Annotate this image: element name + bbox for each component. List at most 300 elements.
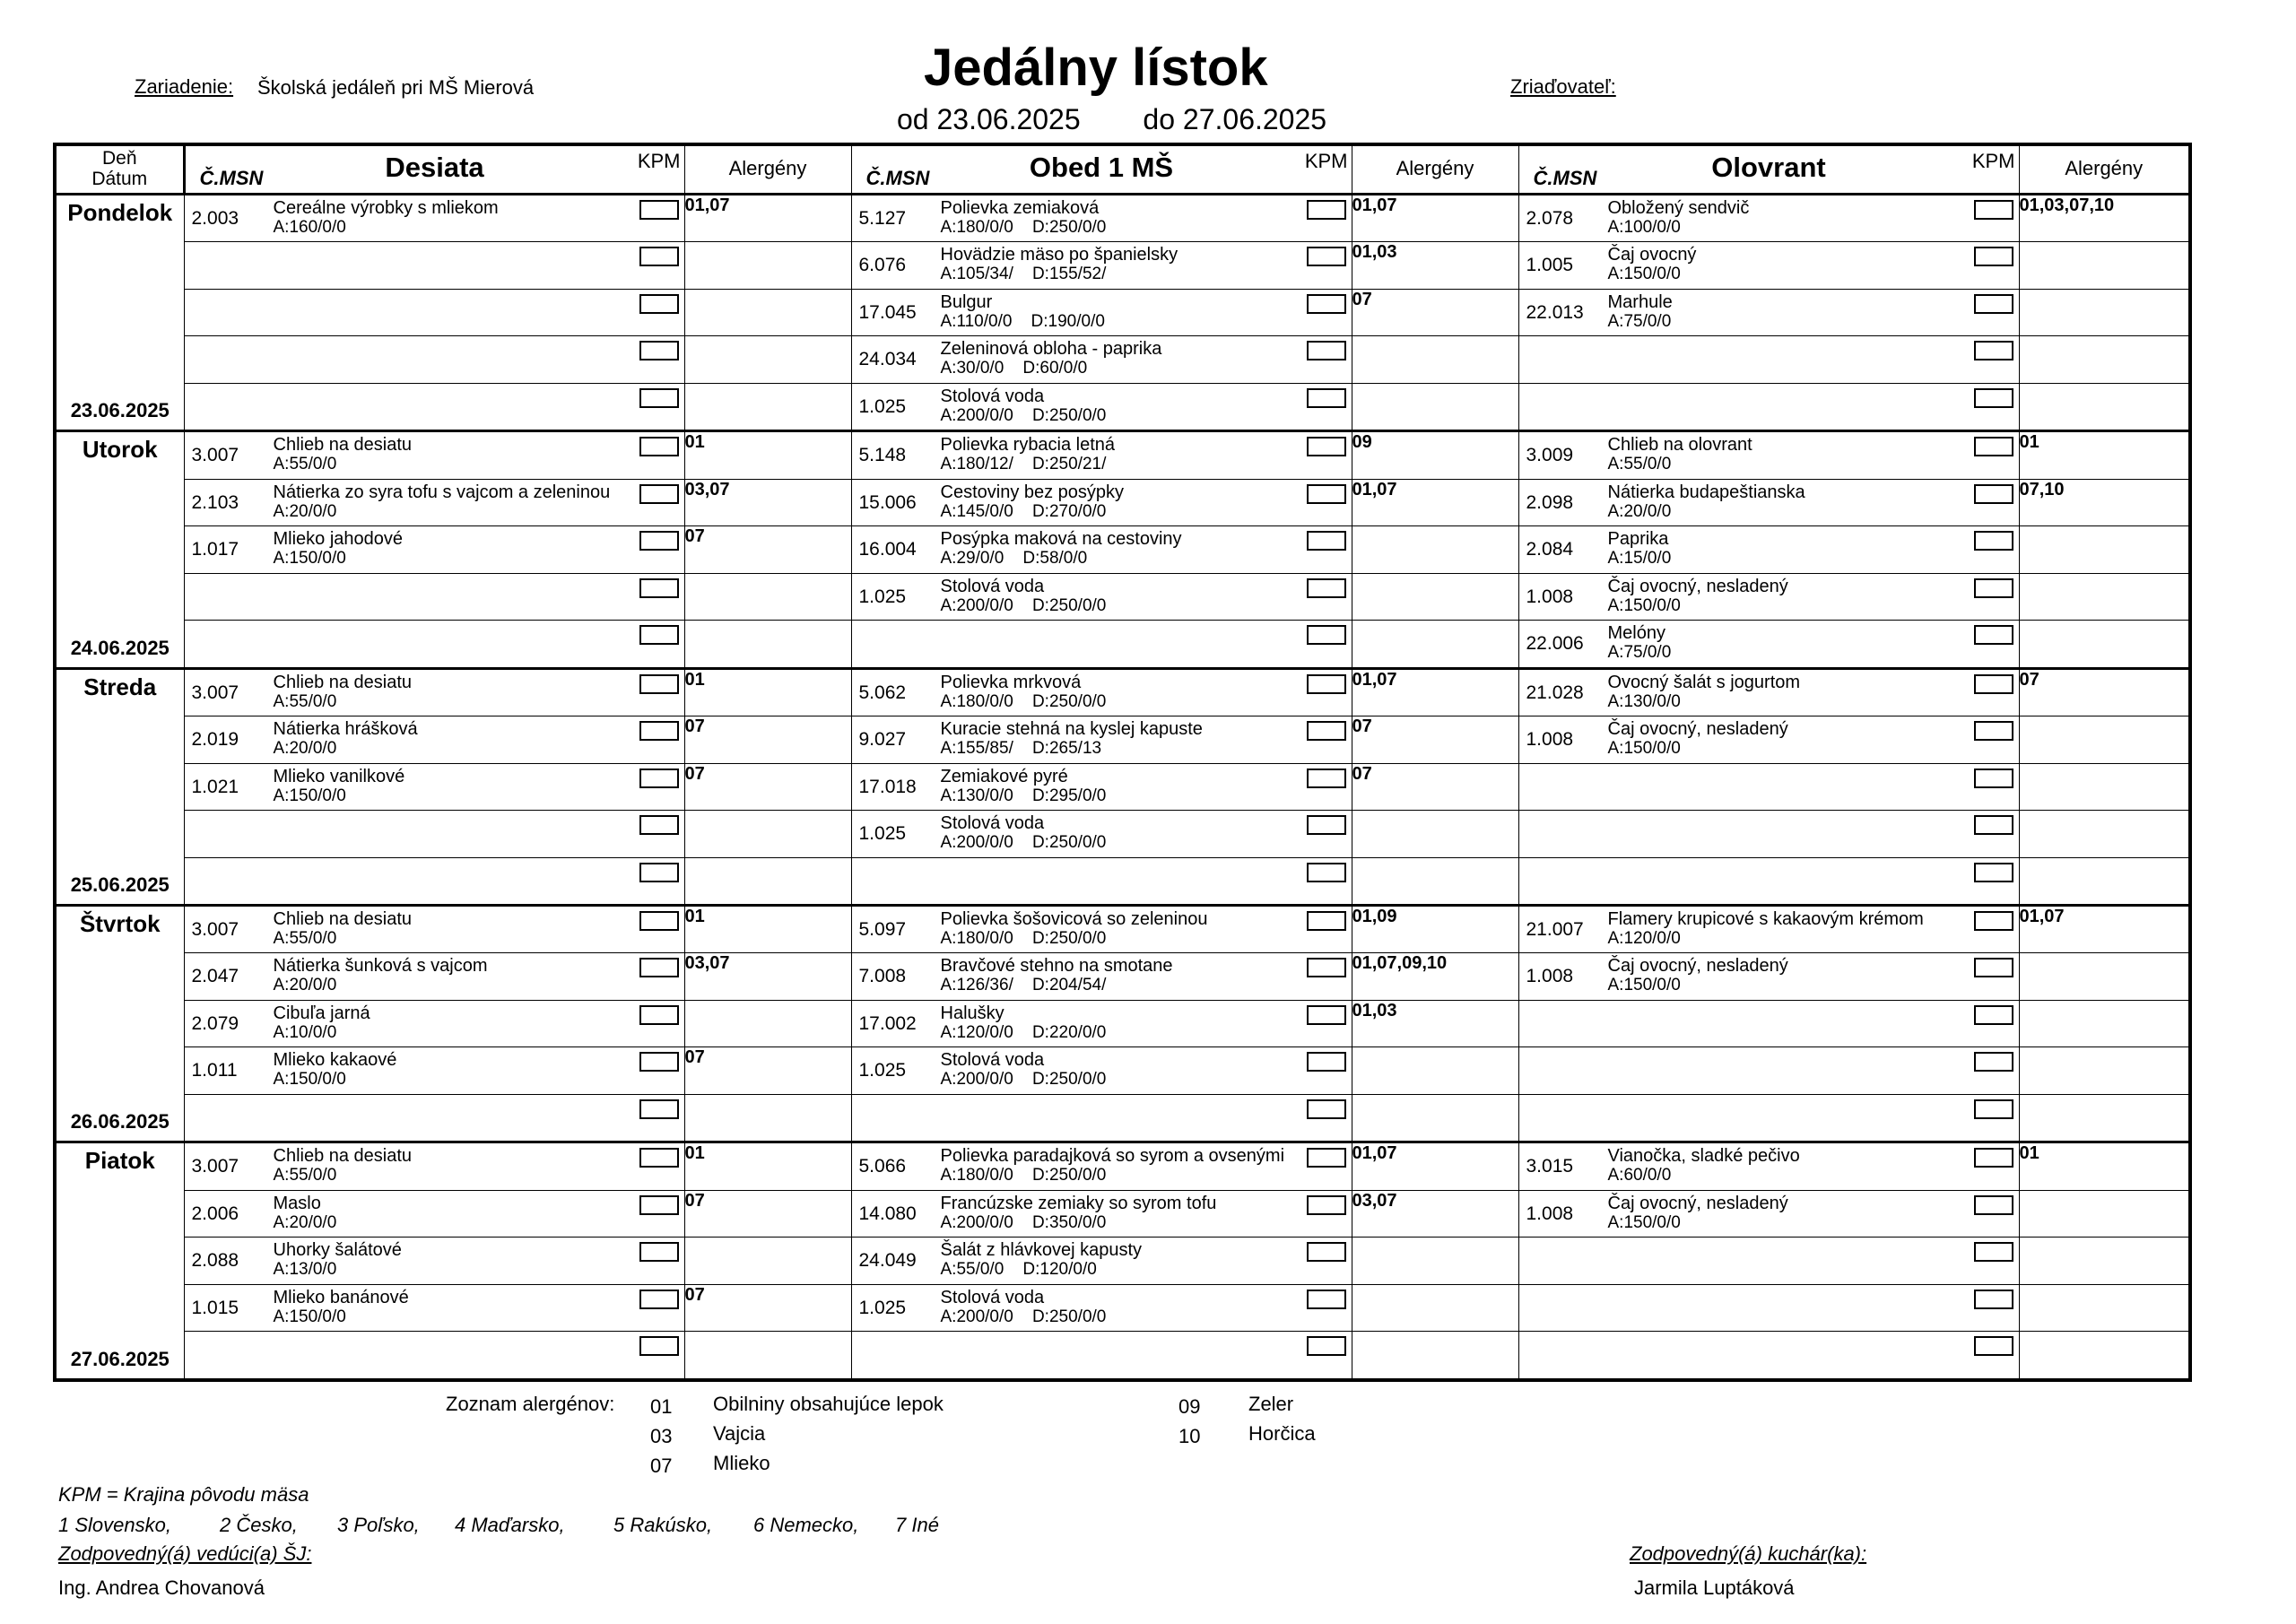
dish-quantity: A:55/0/0 <box>273 455 337 474</box>
kpm-checkbox[interactable] <box>1307 1052 1346 1072</box>
menu-item-cell <box>184 716 684 763</box>
day-name: Štvrtok <box>79 909 161 937</box>
dish-name: Polievka paradajková so syrom a ovsenými <box>940 1146 1285 1167</box>
allergen-codes <box>2019 289 2190 335</box>
dish-quantity: A:180/0/0 D:250/0/0 <box>940 691 1107 711</box>
menu-item-cell <box>184 1190 684 1237</box>
kpm-checkbox[interactable] <box>1307 1242 1346 1262</box>
dish-quantity: A:200/0/0 D:250/0/0 <box>940 595 1107 615</box>
kpm-checkbox[interactable] <box>1974 437 2013 456</box>
kpm-checkbox[interactable] <box>639 625 679 645</box>
menu-row <box>55 1142 2190 1190</box>
menu-item-cell <box>184 479 684 525</box>
menu-item-cell <box>851 1094 1352 1142</box>
menu-row <box>55 336 2190 383</box>
menu-row <box>55 1332 2190 1380</box>
menu-item-cell <box>851 573 1352 620</box>
allergen-codes: 01,07 <box>2019 905 2190 952</box>
kpm-checkbox[interactable] <box>1974 1052 2013 1072</box>
dish-name: Cereálne výrobky s mliekom <box>273 198 499 218</box>
kpm-checkbox[interactable] <box>1974 1290 2013 1309</box>
menu-item-cell <box>184 1000 684 1046</box>
dish-quantity: A:150/0/0 <box>1607 265 1681 284</box>
country-4: 4 Maďarsko, <box>455 1514 565 1536</box>
allergen-codes: 07 <box>684 1047 851 1094</box>
menu-item-cell <box>184 953 684 1000</box>
allergen-codes <box>684 242 851 289</box>
kpm-checkbox[interactable] <box>639 200 679 220</box>
kpm-checkbox[interactable] <box>1974 1099 2013 1119</box>
msn-code: 5.097 <box>858 918 907 940</box>
dish-quantity: A:155/85/ D:265/13 <box>940 739 1102 759</box>
kpm-checkbox[interactable] <box>1307 721 1346 741</box>
kpm-checkbox[interactable] <box>1974 531 2013 551</box>
menu-item-cell <box>184 1332 684 1380</box>
allergen-codes: 07 <box>684 763 851 810</box>
menu-item-cell <box>851 621 1352 668</box>
kpm-checkbox[interactable] <box>1974 388 2013 408</box>
menu-item-cell <box>1518 1094 2019 1142</box>
allergen-codes: 09 <box>1352 431 1518 479</box>
msn-code: 6.076 <box>858 255 907 276</box>
menu-item-cell <box>184 195 684 242</box>
menu-row <box>55 479 2190 525</box>
kpm-checkbox[interactable] <box>639 1099 679 1119</box>
kpm-checkbox[interactable] <box>639 1052 679 1072</box>
msn-code: 2.003 <box>191 208 239 229</box>
allergen-codes: 01 <box>2019 431 2190 479</box>
dish-quantity: A:180/0/0 D:250/0/0 <box>940 928 1107 948</box>
day-date: 26.06.2025 <box>70 1110 170 1133</box>
msn-code: 3.007 <box>191 1156 239 1177</box>
msn-code: 2.084 <box>1526 539 1574 560</box>
meal-header-desiata <box>184 144 684 195</box>
dish-quantity: A:126/36/ D:204/54/ <box>940 976 1107 995</box>
allergen-codes: 01 <box>684 431 851 479</box>
kpm-checkbox[interactable] <box>1307 341 1346 360</box>
meal-header-obed <box>851 144 1352 195</box>
msn-code: 2.019 <box>191 729 239 751</box>
page-title: Jedálny lístok <box>924 39 1268 97</box>
menu-item-cell <box>851 905 1352 952</box>
dish-quantity: A:20/0/0 <box>1607 501 1672 521</box>
msn-code: 2.047 <box>191 966 239 987</box>
allergen-codes: 01 <box>684 668 851 716</box>
dish-name: Čaj ovocný <box>1607 245 1697 265</box>
kpm-checkbox[interactable] <box>1307 578 1346 598</box>
kpm-checkbox[interactable] <box>639 815 679 835</box>
allergen-codes: 03,07 <box>684 953 851 1000</box>
menu-item-cell <box>1518 716 2019 763</box>
allergen-codes <box>684 336 851 383</box>
msn-code: 1.011 <box>191 1060 238 1081</box>
kpm-checkbox[interactable] <box>639 1005 679 1025</box>
kpm-checkbox[interactable] <box>639 1336 679 1356</box>
menu-item-cell <box>1518 336 2019 383</box>
menu-item-cell <box>1518 1047 2019 1094</box>
msn-code: 1.008 <box>1526 729 1574 751</box>
kpm-checkbox[interactable] <box>1974 247 2013 266</box>
dish-quantity: A:20/0/0 <box>273 501 337 521</box>
menu-item-cell <box>851 195 1352 242</box>
dish-quantity: A:150/0/0 <box>1607 595 1681 615</box>
kpm-checkbox[interactable] <box>1307 625 1346 645</box>
allergen-codes <box>2019 857 2190 905</box>
msn-code: 3.015 <box>1526 1156 1574 1177</box>
day-cell <box>55 195 184 431</box>
kpm-checkbox[interactable] <box>1307 437 1346 456</box>
menu-row <box>55 716 2190 763</box>
allergen-name: Horčica <box>1248 1422 1316 1445</box>
allergen-name: Vajcia <box>713 1422 766 1445</box>
allergen-code: 01 <box>650 1395 673 1418</box>
menu-row <box>55 1190 2190 1237</box>
menu-item-cell <box>1518 479 2019 525</box>
kpm-checkbox[interactable] <box>1307 1099 1346 1119</box>
allergens-header: Alergény <box>1352 144 1518 195</box>
dish-name: Polievka rybacia letná <box>940 435 1116 456</box>
msn-code: 1.025 <box>858 395 907 417</box>
dish-quantity: A:30/0/0 D:60/0/0 <box>940 359 1088 378</box>
msn-code: 24.049 <box>858 1250 917 1272</box>
dish-quantity: A:20/0/0 <box>273 976 337 995</box>
dish-quantity: A:10/0/0 <box>273 1022 337 1042</box>
allergen-list-label: Zoznam alergénov: <box>446 1393 615 1415</box>
meal-name: Olovrant <box>1711 152 1826 183</box>
dish-quantity: A:29/0/0 D:58/0/0 <box>940 549 1088 569</box>
meal-name: Desiata <box>385 152 484 183</box>
dish-quantity: A:150/0/0 <box>1607 976 1681 995</box>
menu-item-cell <box>851 716 1352 763</box>
allergen-codes <box>1352 336 1518 383</box>
kpm-checkbox[interactable] <box>1307 484 1346 504</box>
dish-name: Chlieb na olovrant <box>1607 435 1752 456</box>
menu-item-cell <box>184 431 684 479</box>
menu-row <box>55 1000 2190 1046</box>
allergen-codes <box>2019 1047 2190 1094</box>
menu-row <box>55 668 2190 716</box>
meal-header-olovrant <box>1518 144 2019 195</box>
dish-quantity: A:130/0/0 D:295/0/0 <box>940 786 1107 805</box>
dish-name: Maslo <box>273 1193 321 1213</box>
menu-row <box>55 857 2190 905</box>
allergen-codes <box>2019 953 2190 1000</box>
menu-item-cell <box>184 1094 684 1142</box>
kpm-checkbox[interactable] <box>1307 531 1346 551</box>
dish-quantity: A:75/0/0 <box>1607 643 1672 663</box>
kpm-checkbox[interactable] <box>1974 958 2013 977</box>
day-header-label: Deň <box>101 148 137 169</box>
dish-name: Posýpka maková na cestoviny <box>940 529 1182 550</box>
dish-name: Bulgur <box>940 291 993 312</box>
menu-item-cell <box>184 242 684 289</box>
allergen-codes: 07 <box>1352 716 1518 763</box>
allergen-codes: 07 <box>2019 668 2190 716</box>
day-name: Utorok <box>82 436 158 464</box>
allergen-codes: 01 <box>684 1142 851 1190</box>
kpm-header: KPM <box>1304 150 1348 172</box>
kpm-checkbox[interactable] <box>1307 1148 1346 1168</box>
menu-row <box>55 905 2190 952</box>
menu-item-cell <box>851 763 1352 810</box>
menu-item-cell <box>1518 905 2019 952</box>
kpm-checkbox[interactable] <box>1974 721 2013 741</box>
allergen-codes <box>684 857 851 905</box>
dish-name: Vianočka, sladké pečivo <box>1607 1146 1800 1167</box>
kpm-checkbox[interactable] <box>1974 484 2013 504</box>
kpm-checkbox[interactable] <box>1307 1195 1346 1215</box>
kpm-checkbox[interactable] <box>639 578 679 598</box>
dish-name: Uhorky šalátové <box>273 1240 402 1261</box>
kpm-checkbox[interactable] <box>1974 1336 2013 1356</box>
kpm-checkbox[interactable] <box>1307 863 1346 882</box>
day-date-header <box>55 144 184 195</box>
dish-quantity: A:75/0/0 <box>1607 311 1672 331</box>
kpm-checkbox[interactable] <box>1307 815 1346 835</box>
kpm-checkbox[interactable] <box>1974 769 2013 788</box>
menu-row <box>55 621 2190 668</box>
menu-item-cell <box>851 811 1352 857</box>
allergen-codes <box>1352 1094 1518 1142</box>
allergen-codes <box>684 383 851 430</box>
date-header-label: Dátum <box>91 169 148 189</box>
facility-value: Školská jedáleň pri MŠ Mierová <box>257 76 535 99</box>
msn-code: 1.017 <box>191 539 239 560</box>
menu-item-cell <box>184 573 684 620</box>
allergen-codes <box>2019 1094 2190 1142</box>
msn-code: 3.007 <box>191 445 239 466</box>
allergen-code: 09 <box>1178 1395 1201 1418</box>
dish-name: Šalát z hlávkovej kapusty <box>940 1240 1143 1261</box>
dish-name: Nátierka hrášková <box>273 719 418 740</box>
menu-item-cell <box>184 383 684 430</box>
allergen-codes: 01,03 <box>1352 242 1518 289</box>
kpm-checkbox[interactable] <box>1974 294 2013 314</box>
dish-name: Mlieko jahodové <box>273 529 404 550</box>
menu-item-cell <box>1518 289 2019 335</box>
kpm-checkbox[interactable] <box>1974 578 2013 598</box>
msn-code: 1.005 <box>1526 255 1574 276</box>
kpm-checkbox[interactable] <box>1974 625 2013 645</box>
cook-name: Jarmila Luptáková <box>1634 1576 1795 1599</box>
kpm-checkbox[interactable] <box>1974 674 2013 694</box>
dish-name: Mlieko banánové <box>273 1287 409 1307</box>
kpm-checkbox[interactable] <box>1307 247 1346 266</box>
kpm-checkbox[interactable] <box>1974 1005 2013 1025</box>
allergen-codes: 01,03,07,10 <box>2019 195 2190 242</box>
menu-item-cell <box>851 668 1352 716</box>
dish-name: Chlieb na desiatu <box>273 435 413 456</box>
allergen-codes: 07 <box>684 1284 851 1331</box>
menu-row <box>55 1047 2190 1094</box>
kpm-checkbox[interactable] <box>639 1148 679 1168</box>
allergen-codes <box>2019 621 2190 668</box>
kpm-checkbox[interactable] <box>639 1290 679 1309</box>
menu-item-cell <box>184 763 684 810</box>
kpm-checkbox[interactable] <box>1307 1336 1346 1356</box>
dish-name: Flamery krupicové s kakaovým krémom <box>1607 908 1924 929</box>
allergen-codes: 07 <box>684 526 851 573</box>
allergen-codes: 01,07 <box>1352 668 1518 716</box>
kpm-checkbox[interactable] <box>1307 911 1346 931</box>
dish-name: Polievka zemiaková <box>940 198 1100 218</box>
kpm-checkbox[interactable] <box>639 531 679 551</box>
dish-name: Hovädzie mäso po španielsky <box>940 245 1178 265</box>
day-date: 25.06.2025 <box>70 873 170 896</box>
menu-row <box>55 289 2190 335</box>
msn-code: 1.025 <box>858 1060 907 1081</box>
msn-header: Č.MSN <box>865 167 930 189</box>
kpm-checkbox[interactable] <box>1307 294 1346 314</box>
kpm-checkbox[interactable] <box>1307 200 1346 220</box>
country-3: 3 Poľsko, <box>337 1514 420 1536</box>
menu-item-cell <box>1518 763 2019 810</box>
menu-item-cell <box>851 1284 1352 1331</box>
kpm-checkbox[interactable] <box>639 437 679 456</box>
msn-code: 14.080 <box>858 1203 917 1224</box>
allergen-codes: 03,07 <box>1352 1190 1518 1237</box>
country-2: 2 Česko, <box>220 1514 298 1536</box>
kpm-checkbox[interactable] <box>639 294 679 314</box>
day-cell <box>55 1142 184 1380</box>
kpm-note: KPM = Krajina pôvodu mäsa <box>58 1483 309 1506</box>
menu-item-cell <box>1518 431 2019 479</box>
allergen-codes <box>2019 1190 2190 1237</box>
kpm-checkbox[interactable] <box>639 958 679 977</box>
kpm-checkbox[interactable] <box>639 863 679 882</box>
kpm-checkbox[interactable] <box>1307 388 1346 408</box>
dish-quantity: A:120/0/0 <box>1607 928 1681 948</box>
msn-code: 22.006 <box>1526 633 1584 655</box>
dish-name: Stolová voda <box>940 1050 1045 1071</box>
allergen-codes: 01,03 <box>1352 1000 1518 1046</box>
kpm-checkbox[interactable] <box>1974 341 2013 360</box>
dish-quantity: A:15/0/0 <box>1607 549 1672 569</box>
allergens-header: Alergény <box>2019 144 2190 195</box>
dish-name: Marhule <box>1607 291 1673 312</box>
menu-row <box>55 431 2190 479</box>
kpm-checkbox[interactable] <box>1974 1148 2013 1168</box>
dish-name: Kuracie stehná na kyslej kapuste <box>940 719 1203 740</box>
menu-item-cell <box>184 905 684 952</box>
msn-code: 17.002 <box>858 1012 917 1034</box>
dish-quantity: A:20/0/0 <box>273 1212 337 1232</box>
kpm-checkbox[interactable] <box>639 388 679 408</box>
dish-quantity: A:110/0/0 D:190/0/0 <box>940 311 1105 331</box>
msn-code: 1.008 <box>1526 1203 1574 1224</box>
dish-name: Mlieko kakaové <box>273 1050 397 1071</box>
msn-code: 1.025 <box>858 823 907 845</box>
dish-name: Melóny <box>1607 623 1665 644</box>
dish-quantity: A:100/0/0 <box>1607 218 1681 237</box>
kpm-checkbox[interactable] <box>1974 200 2013 220</box>
menu-item-cell <box>1518 526 2019 573</box>
kpm-checkbox[interactable] <box>1974 1195 2013 1215</box>
allergen-codes <box>2019 716 2190 763</box>
allergen-codes <box>2019 811 2190 857</box>
kpm-checkbox[interactable] <box>639 721 679 741</box>
allergen-codes <box>1352 573 1518 620</box>
kpm-checkbox[interactable] <box>639 769 679 788</box>
kpm-checkbox[interactable] <box>1307 958 1346 977</box>
kpm-checkbox[interactable] <box>639 1242 679 1262</box>
country-5: 5 Rakúsko, <box>613 1514 713 1536</box>
menu-row <box>55 1238 2190 1284</box>
menu-row <box>55 383 2190 430</box>
menu-item-cell <box>851 242 1352 289</box>
allergen-codes <box>1352 1047 1518 1094</box>
allergen-name: Mlieko <box>713 1452 770 1474</box>
allergen-codes <box>684 289 851 335</box>
allergen-code: 10 <box>1178 1425 1201 1447</box>
kpm-checkbox[interactable] <box>639 247 679 266</box>
menu-row <box>55 242 2190 289</box>
kpm-checkbox[interactable] <box>639 911 679 931</box>
menu-item-cell <box>1518 857 2019 905</box>
dish-name: Čaj ovocný, nesladený <box>1607 956 1788 977</box>
kpm-checkbox[interactable] <box>1974 863 2013 882</box>
dish-quantity: A:150/0/0 <box>273 1070 346 1090</box>
dish-name: Cibuľa jarná <box>273 1003 370 1023</box>
menu-item-cell <box>1518 1238 2019 1284</box>
allergen-codes <box>1352 1284 1518 1331</box>
menu-item-cell <box>851 1332 1352 1380</box>
kpm-checkbox[interactable] <box>639 1195 679 1215</box>
cook-label: Zodpovedný(á) kuchár(ka): <box>1630 1542 1867 1565</box>
allergen-codes: 01,07 <box>1352 1142 1518 1190</box>
manager-label: Zodpovedný(á) vedúci(a) ŠJ: <box>58 1542 312 1565</box>
kpm-checkbox[interactable] <box>1307 1290 1346 1309</box>
msn-code: 7.008 <box>858 966 907 987</box>
kpm-checkbox[interactable] <box>639 484 679 504</box>
kpm-checkbox[interactable] <box>639 674 679 694</box>
date-range <box>897 103 1326 136</box>
from-label: od <box>897 103 929 135</box>
allergen-codes <box>684 1000 851 1046</box>
dish-name: Paprika <box>1607 529 1669 550</box>
msn-code: 2.079 <box>191 1012 239 1034</box>
allergen-codes: 01,07,09,10 <box>1352 953 1518 1000</box>
allergen-codes <box>684 1332 851 1380</box>
dish-name: Polievka mrkvová <box>940 672 1082 692</box>
day-cell <box>55 668 184 905</box>
menu-item-cell <box>1518 1142 2019 1190</box>
dish-quantity: A:200/0/0 D:250/0/0 <box>940 405 1107 425</box>
menu-row <box>55 526 2190 573</box>
dish-name: Čaj ovocný, nesladený <box>1607 1193 1788 1213</box>
allergen-codes: 07,10 <box>2019 479 2190 525</box>
menu-item-cell <box>1518 1190 2019 1237</box>
kpm-checkbox[interactable] <box>1974 911 2013 931</box>
allergen-codes <box>2019 763 2190 810</box>
kpm-checkbox[interactable] <box>1974 815 2013 835</box>
kpm-checkbox[interactable] <box>1307 1005 1346 1025</box>
dish-name: Stolová voda <box>940 576 1045 596</box>
menu-table <box>53 143 2192 1382</box>
dish-name: Chlieb na desiatu <box>273 908 413 929</box>
country-6: 6 Nemecko, <box>753 1514 859 1536</box>
menu-item-cell <box>1518 668 2019 716</box>
msn-code: 3.007 <box>191 682 239 703</box>
msn-code: 3.007 <box>191 918 239 940</box>
menu-item-cell <box>1518 1000 2019 1046</box>
dish-quantity: A:120/0/0 D:220/0/0 <box>940 1022 1107 1042</box>
kpm-checkbox[interactable] <box>1307 769 1346 788</box>
kpm-checkbox[interactable] <box>639 341 679 360</box>
allergen-codes <box>1352 1332 1518 1380</box>
kpm-checkbox[interactable] <box>1974 1242 2013 1262</box>
kpm-checkbox[interactable] <box>1307 674 1346 694</box>
